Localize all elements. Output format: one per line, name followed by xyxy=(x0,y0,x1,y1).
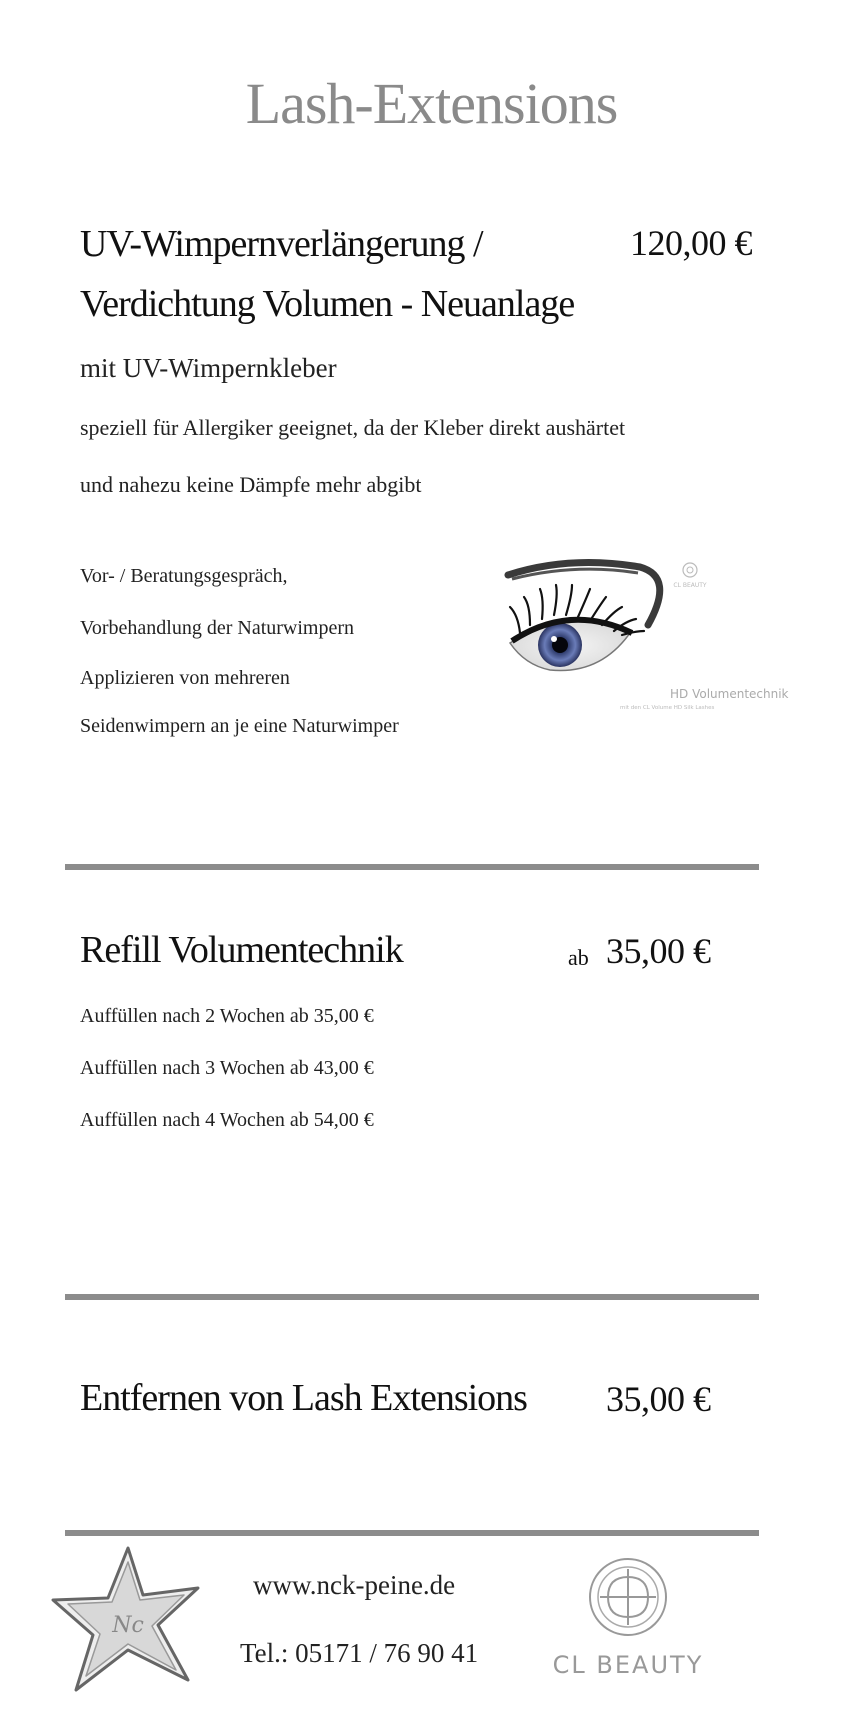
footer-website[interactable]: www.nck-peine.de xyxy=(253,1570,456,1600)
eye-lash-image xyxy=(490,555,789,730)
service-description-line2: und nahezu keine Dämpfe mehr abgibt xyxy=(80,472,422,497)
service-heading-refill: Refill Volumentechnik xyxy=(80,929,403,971)
cl-beauty-logo-icon xyxy=(552,1555,704,1695)
star-logo xyxy=(48,1540,208,1700)
service-heading-uv-line2: Verdichtung Volumen - Neuanlage xyxy=(80,283,575,325)
image-caption-subtitle: mit den CL Volume HD Silk Lashes xyxy=(620,705,715,711)
cl-beauty-logo-text: CL BEAUTY xyxy=(552,1651,704,1679)
star-logo-text: Nc xyxy=(112,1613,144,1638)
section-divider xyxy=(65,1530,759,1536)
service-description-line1: speziell für Allergiker geeignet, da der Kleber direkt aushärtet xyxy=(80,415,626,440)
service-detail-item: Vor- / Beratungsgespräch, xyxy=(80,565,288,587)
refill-item: Auffüllen nach 4 Wochen ab 54,00 € xyxy=(80,1109,374,1131)
service-detail-item: Vorbehandlung der Naturwimpern xyxy=(80,617,355,639)
cl-beauty-logo xyxy=(552,1555,704,1695)
eye-illustration xyxy=(490,555,789,730)
service-heading-uv-line1: UV-Wimpernverlängerung / xyxy=(80,223,483,265)
refill-item: Auffüllen nach 2 Wochen ab 35,00 € xyxy=(80,1005,374,1027)
service-detail-item: Applizieren von mehreren xyxy=(80,667,290,689)
section-divider xyxy=(65,1294,759,1300)
image-logo-text: CL BEAUTY xyxy=(673,582,707,589)
refill-item: Auffüllen nach 3 Wochen ab 43,00 € xyxy=(80,1057,374,1079)
service-subtitle: mit UV-Wimpernkleber xyxy=(80,353,337,383)
page-title: Lash-Extensions xyxy=(245,71,618,136)
service-heading-removal: Entfernen von Lash Extensions xyxy=(80,1377,527,1419)
service-price-refill: 35,00 € xyxy=(606,931,711,971)
section-divider xyxy=(65,864,759,870)
service-detail-item: Seidenwimpern an je eine Naturwimper xyxy=(80,715,399,737)
service-price-prefix: ab xyxy=(568,945,589,970)
footer-phone: Tel.: 05171 / 76 90 41 xyxy=(240,1638,479,1668)
image-caption-title: HD Volumentechnik xyxy=(670,687,789,701)
star-logo-icon xyxy=(48,1540,208,1700)
service-price-removal: 35,00 € xyxy=(606,1379,711,1419)
service-price-uv: 120,00 € xyxy=(630,223,752,263)
